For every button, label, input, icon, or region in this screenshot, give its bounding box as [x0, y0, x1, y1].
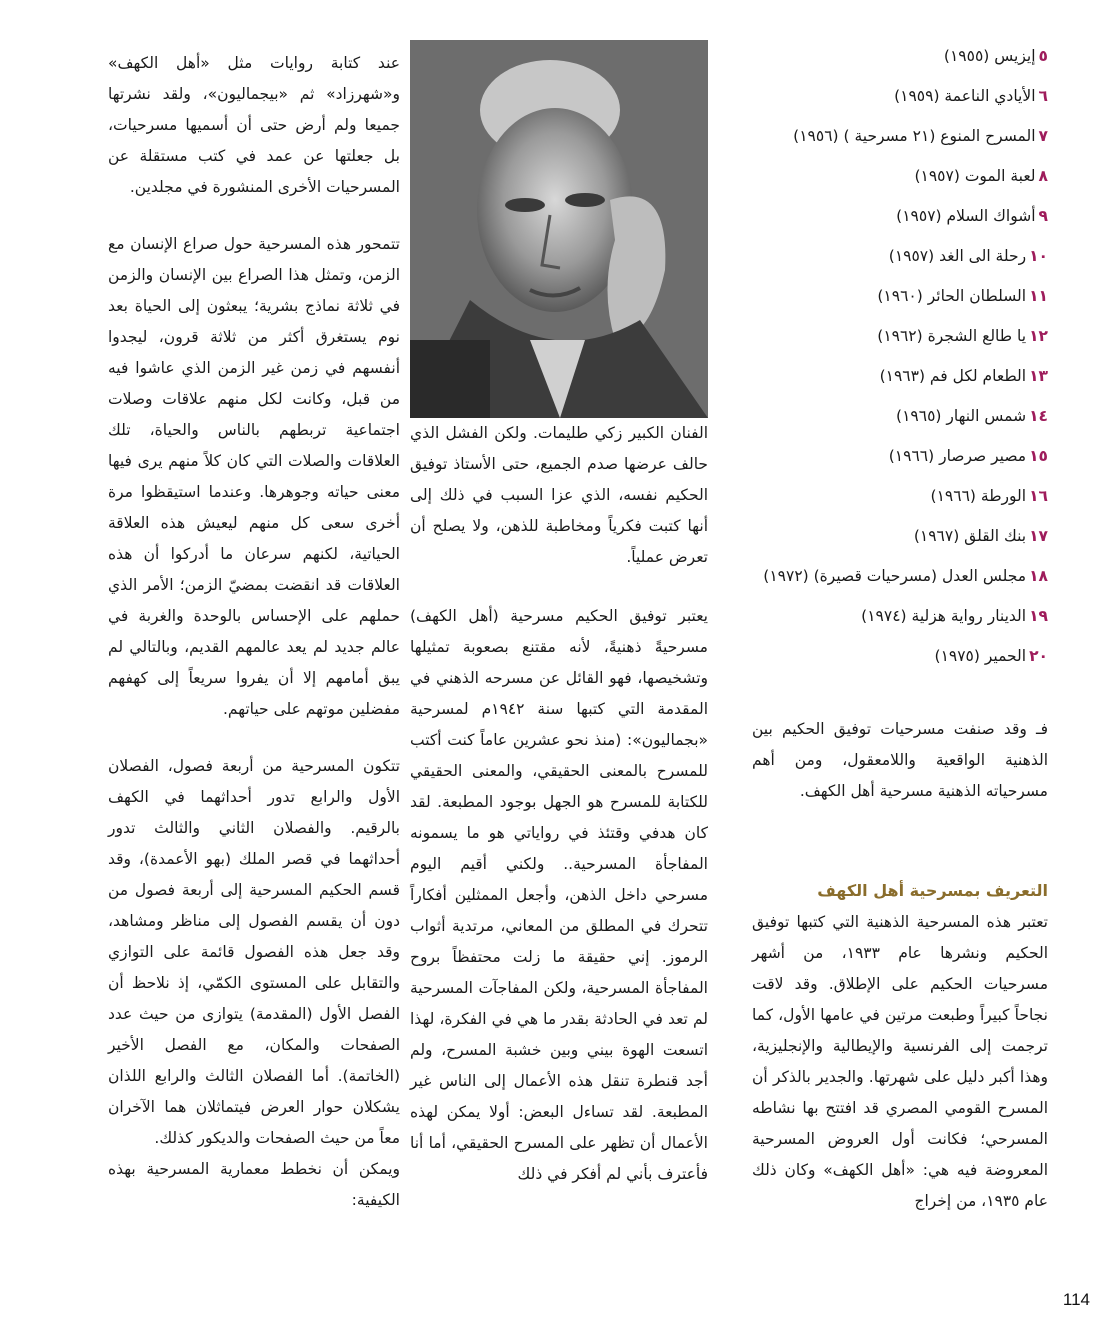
- list-item-text: أشواك السلام (١٩٥٧): [896, 207, 1036, 225]
- author-portrait-photo: [410, 40, 708, 418]
- list-item-number: ٦: [1038, 87, 1048, 105]
- list-item-text: الورطة (١٩٦٦): [930, 487, 1027, 505]
- list-item-number: ١٩: [1029, 607, 1048, 625]
- list-item: [752, 46, 1048, 86]
- list-item-text: شمس النهار (١٩٦٥): [896, 407, 1027, 425]
- list-item: [752, 286, 1048, 326]
- list-item-number: ١٤: [1029, 407, 1048, 425]
- left-paragraph-4: ويمكن أن نخطط معمارية المسرحية بهذه الكيفية:: [108, 1160, 400, 1209]
- middle-paragraph: يعتبر توفيق الحكيم مسرحية (أهل الكهف) مسرحيةً ذهنيةً، لأنه مقتنع بصعوبة تمثيلها وتشخيصها، فهو القائل عن مسرحه الذهني في المقدمة التي كتبها سنة ١٩٤٢م لمسرحية «بجماليون»: (منذ نحو عشرين عاماً كنت أكتب للمسرح بالمعنى الحقيقي، والمعنى الحقيقي للكتابة للمسرح هو الجهل بوجود المطبعة. لقد كان هدفي وقتئذ في رواياتي هو ما يسمونه المفاجأة المسرحية.. ولكني أقيم اليوم مسرحي داخل الذهن، وأجعل الممثلين أفكاراً تتحرك في المطلق من المعاني، مرتدية أثواب الرموز. إني حقيقة ما زلت محتفظاً بروح المفاجأة المسرحية، ولكن المفاجآت المسرحية لم تعد في الحادثة بقدر ما هي في الفكرة، لهذا اتسعت الهوة بيني وبين خشبة المسرح، ولم أجد قنطرة تنقل هذه الأعمال إلى الناس غير المطبعة. لقد تساءل البعض: أولا يمكن لهذه الأعمال أن تظهر على المسرح الحقيقي، أما أنا فأعترف بأني لم أفكر في ذلك: [410, 607, 708, 1183]
- list-item: [752, 406, 1048, 446]
- list-item: [752, 326, 1048, 366]
- left-paragraph-2: تتمحور هذه المسرحية حول صراع الإنسان مع الزمن، وتمثل هذا الصراع بين الإنسان والزمن في ثلاثة نماذج بشرية؛ يبعثون إلى الحياة بعد نوم يستغرق أكثر من ثلاثة قرون، ليجدوا أنفسهم في زمن غير الزمن الذي عاشوا فيه من قبل، وكانت لكل منهم علاقات وصلات اجتماعية تربطهم بالناس والحياة، تلك العلاقات والصلات التي كان كلاً منهم يرى فيها معنى حياته وجوهرها. وعندما استيقظوا مرة أخرى سعى كل منهم ليعيش هذه العلاقة الحياتية، لكنهم سرعان ما أدركوا أن هذه العلاقات قد انقضت بمضيّ الزمن؛ الأمر الذي حملهم على الإحساس بالوحدة والغربة في عالم جديد لم يعد عالمهم القديم، وبالتالي لم يبق أمامهم إلا أن يفروا سريعاً إلى كهفهم مفضلين موتهم على حياتهم.: [108, 235, 400, 718]
- list-item-text: رحلة الى الغد (١٩٥٧): [888, 247, 1027, 265]
- left-column: [108, 48, 400, 1216]
- list-item: [752, 566, 1048, 606]
- list-item: [752, 86, 1048, 126]
- list-item-text: المسرح المنوع (٢١ مسرحية ) (١٩٥٦): [793, 127, 1036, 145]
- list-item: [752, 646, 1048, 686]
- list-item-text: بنك القلق (١٩٦٧): [913, 527, 1027, 545]
- list-item: [752, 166, 1048, 206]
- list-item: [752, 366, 1048, 406]
- right-section-paragraph: تعتبر هذه المسرحية الذهنية التي كتبها توفيق الحكيم ونشرها عام ١٩٣٣، من أشهر مسرحيات الحكيم على الإطلاق. وقد لاقت نجاحاً كبيراً وطبعت مرتين في عامها الأول، كما ترجمت إلى الفرنسية والإيطالية والإنجليزية، وهذا أكبر دليل على شهرتها. والجدير بالذكر أن المسرح القومي المصري قد افتتح بها نشاطه المسرحي؛ فكانت أول العروض المسرحية المعروضة فيه هي: «أهل الكهف» وكان ذلك عام ١٩٣٥، من إخراج: [752, 913, 1048, 1210]
- list-item-number: ١٧: [1029, 527, 1048, 545]
- list-item-number: ١١: [1029, 287, 1048, 305]
- list-item-number: ٧: [1038, 127, 1048, 145]
- list-item-text: مصير صرصار (١٩٦٦): [888, 447, 1027, 465]
- list-item-text: يا طالع الشجرة (١٩٦٢): [877, 327, 1027, 345]
- right-column: [752, 46, 1048, 1217]
- right-intro-paragraph: فـ وقد صنفت مسرحيات توفيق الحكيم بين الذهنية الواقعية واللامعقول، ومن أهم مسرحياته الذهنية مسرحية أهل الكهف.: [752, 720, 1048, 800]
- list-item-text: إيزيس (١٩٥٥): [943, 47, 1036, 65]
- left-paragraph-1: عند كتابة روايات مثل «أهل الكهف» و«شهرزاد» ثم «بيجماليون»، ولقد نشرتها جميعا ولم أرض حتى أن أسميها مسرحيات، بل جعلتها عن عمد في كتب مستقلة عن المسرحيات الأخرى المنشورة في مجلدين.: [108, 54, 400, 196]
- list-item-number: ١٢: [1029, 327, 1048, 345]
- list-item-number: ١٠: [1029, 247, 1048, 265]
- list-item: [752, 206, 1048, 246]
- list-item-number: ١٨: [1029, 567, 1048, 585]
- list-item-text: الأيادي الناعمة (١٩٥٩): [894, 87, 1036, 105]
- section-heading: التعريف بمسرحية أهل الكهف: [817, 881, 1048, 900]
- list-item-number: ١٥: [1029, 447, 1048, 465]
- list-item-text: الدينار رواية هزلية (١٩٧٤): [861, 607, 1027, 625]
- list-item-text: مجلس العدل (مسرحيات قصيرة) (١٩٧٢): [763, 567, 1027, 585]
- left-paragraph-3: تتكون المسرحية من أربعة فصول، الفصلان الأول والرابع تدور أحداثهما في الكهف بالرقيم. والفصلان الثاني والثالث تدور أحداثهما في قصر الملك (بهو الأعمدة)، وقد قسم الحكيم المسرحية إلى أربعة فصول من دون أن يقسم الفصول إلى مناظر ومشاهد، وقد جعل هذه الفصول قائمة على التوازي والتقابل على المستوى الكمّي، إذ نلاحظ أن الفصل الأول (المقدمة) يتوازى من حيث عدد الصفحات والمكان، مع الفصل الأخير (الخاتمة). أما الفصلان الثالث والرابع اللذان يشكلان حوار العرض فيتماثلان هما الآخران معاً من حيث الصفحات والديكور كذلك.: [108, 757, 400, 1147]
- list-item-number: ٢٠: [1029, 647, 1048, 665]
- photo-caption-paragraph: الفنان الكبير زكي طليمات. ولكن الفشل الذي حالف عرضها صدم الجميع، حتى الأستاذ توفيق الحكيم نفسه، الذي عزا السبب في ذلك إلى أنها كتبت فكرياً ومخاطبة للذهن، ولا يصلح أن تعرض عملياً.: [410, 424, 708, 566]
- list-item-text: الحمير (١٩٧٥): [934, 647, 1027, 665]
- list-item-text: لعبة الموت (١٩٥٧): [914, 167, 1036, 185]
- middle-column: [410, 40, 708, 1190]
- list-item-text: الطعام لكل فم (١٩٦٣): [879, 367, 1027, 385]
- list-item: [752, 606, 1048, 646]
- list-item-number: ٥: [1038, 47, 1048, 65]
- portrait-illustration: [410, 40, 708, 418]
- list-item-number: ١٣: [1029, 367, 1048, 385]
- list-item-number: ٨: [1038, 167, 1048, 185]
- list-item: [752, 526, 1048, 566]
- list-item: [752, 446, 1048, 486]
- page-number: 114: [1062, 1290, 1090, 1309]
- list-item: [752, 246, 1048, 286]
- list-item-number: ٩: [1038, 207, 1048, 225]
- list-item-text: السلطان الحائر (١٩٦٠): [877, 287, 1027, 305]
- list-item-number: ١٦: [1029, 487, 1048, 505]
- list-item: [752, 126, 1048, 166]
- plays-list: [752, 46, 1048, 686]
- list-item: [752, 486, 1048, 526]
